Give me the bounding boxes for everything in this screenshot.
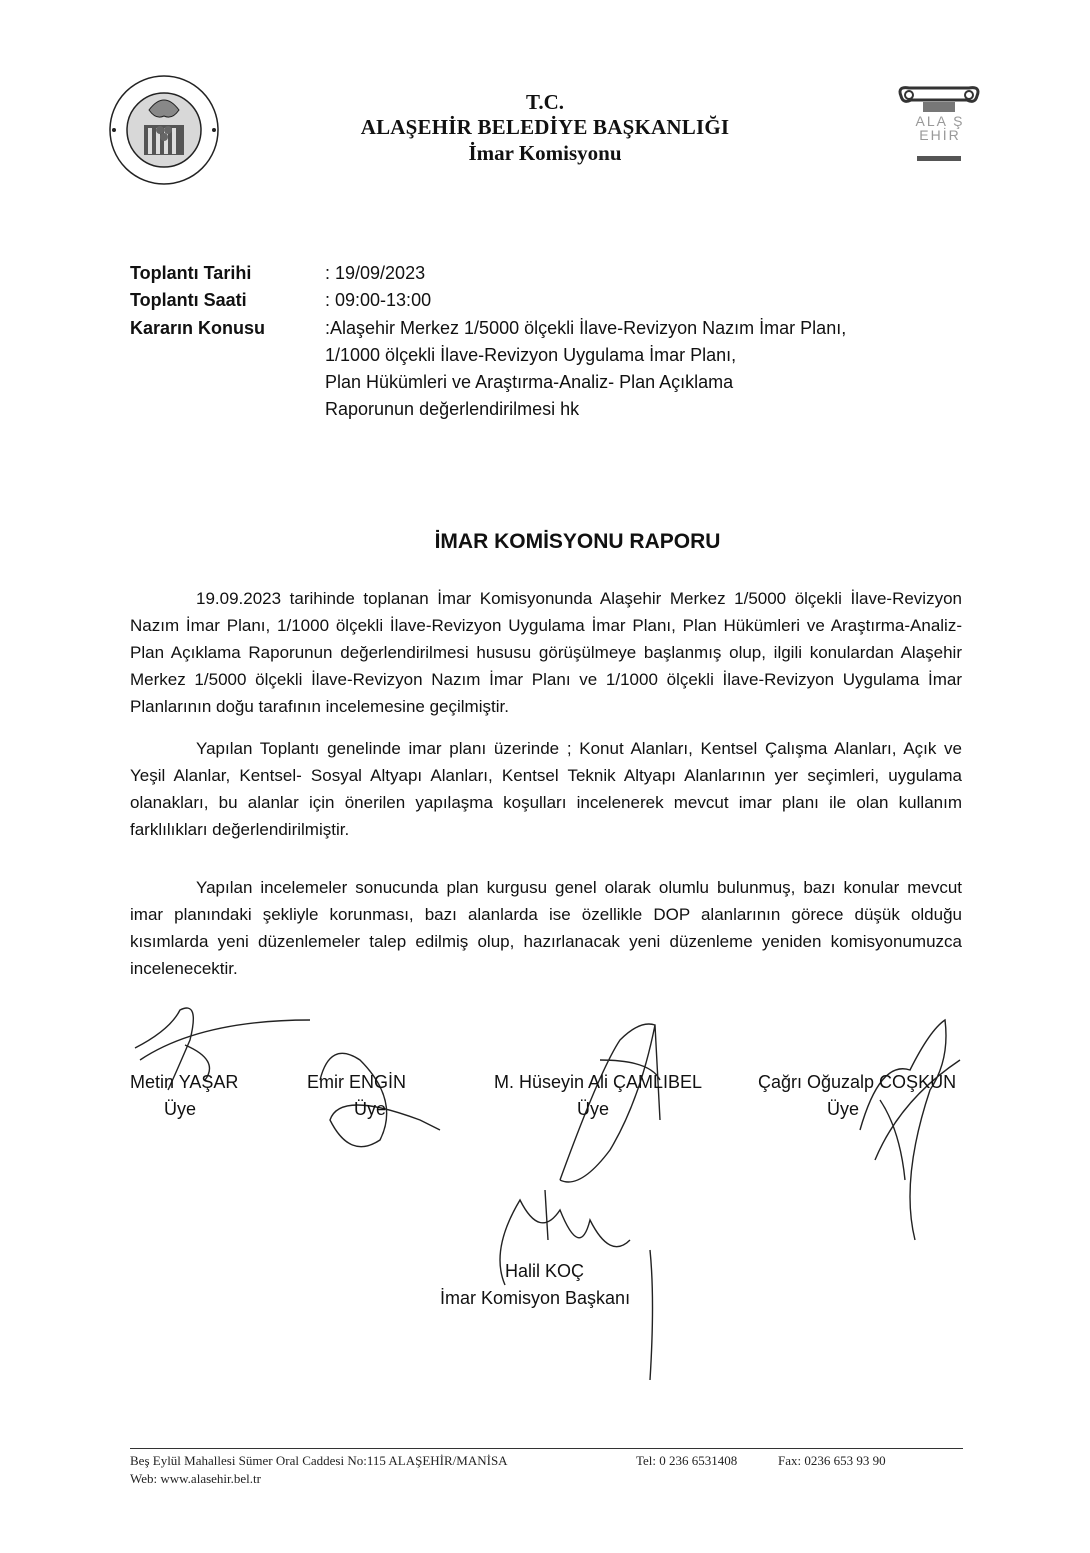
signatory-role: Üye bbox=[354, 1099, 387, 1119]
paragraph-3: Yapılan incelemeler sonucunda plan kurgusu genel olarak olumlu bulunmuş, bazı konular mevcut imar planındaki şekliyle korunması, bazı alanlarda ise özellikle DOP alanlarının görece düşük olduğu kısımlarda yeni düzenlemeler talep edilmiş olup, hazırlanacak yeni düzenleme yeniden komisyonumuzca incelenecektir. bbox=[130, 878, 962, 978]
signatory-name: M. Hüseyin Ali ÇAMLIBEL bbox=[494, 1072, 703, 1092]
chairman-role: İmar Komisyon Başkanı bbox=[440, 1288, 631, 1308]
meeting-date-label: Toplantı Tarihi bbox=[130, 263, 252, 283]
footer-web: Web: www.alasehir.bel.tr bbox=[130, 1471, 261, 1486]
chairman-name: Halil KOÇ bbox=[505, 1261, 585, 1281]
paragraph-2: Yapılan Toplantı genelinde imar planı üzerinde ; Konut Alanları, Kentsel Çalışma Alanları, Açık ve Yeşil Alanlar, Kentsel- Sosyal Altyapı Alanları, Kentsel Teknik Altyapı Alanlarının yer seçimleri, uygulama olanakları, bu alanlar için önerilen yapılaşma koşulları incelenerek mevcut imar planı ile olan kullanım farklılıkları değerlendirilmiştir. bbox=[130, 739, 962, 839]
paragraph-1: 19.09.2023 tarihinde toplanan İmar Komisyonunda Alaşehir Merkez 1/5000 ölçekli İlave-Revizyon Nazım İmar Planı, 1/1000 ölçekli İlave-Revizyon Uygulama İmar Planı, Plan Hükümleri ve Araştırma-Analiz- Plan Açıklama Raporunun değerlendirilmesi hususu görüşülmeye başlanmış olup, ilgili konulardan Alaşehir Merkez 1/5000 ölçekli İlave-Revizyon Nazım İmar Planı ve 1/1000 ölçekli İlave-Revizyon Uygulama İmar Planlarının doğu tarafının incelemesine geçilmiştir. bbox=[130, 589, 962, 716]
footer-fax: Fax: 0236 653 93 90 bbox=[778, 1453, 886, 1468]
logo-right-text: ALA ŞEHİR bbox=[915, 113, 965, 143]
signatory-role: Üye bbox=[827, 1099, 860, 1119]
signatory-role: Üye bbox=[164, 1099, 197, 1119]
subject-line: 1/1000 ölçekli İlave-Revizyon Uygulama İmar Planı, bbox=[325, 345, 737, 365]
subject-line: :Alaşehir Merkez 1/5000 ölçekli İlave-Revizyon Nazım İmar Planı, bbox=[325, 318, 847, 338]
footer-divider bbox=[130, 1448, 963, 1449]
subject-line: Raporunun değerlendirilmesi hk bbox=[325, 399, 580, 419]
signatory-role: Üye bbox=[577, 1099, 610, 1119]
report-title: İMAR KOMİSYONU RAPORU bbox=[434, 530, 721, 553]
footer-address: Beş Eylül Mahallesi Sümer Oral Caddesi No:115 ALAŞEHİR/MANİSA bbox=[130, 1453, 508, 1468]
meeting-time-value: : 09:00-13:00 bbox=[325, 290, 432, 310]
header-municipality: ALAŞEHİR BELEDİYE BAŞKANLIĞI bbox=[360, 115, 730, 139]
meeting-date-value: : 19/09/2023 bbox=[325, 263, 426, 283]
subject-label: Kararın Konusu bbox=[130, 318, 266, 338]
header-tc: T.C. bbox=[525, 90, 565, 114]
subject-line: Plan Hükümleri ve Araştırma-Analiz- Plan Açıklama bbox=[325, 372, 734, 392]
header-commission: İmar Komisyonu bbox=[468, 141, 622, 165]
footer-phone: Tel: 0 236 6531408 bbox=[636, 1453, 738, 1468]
signatory-name: Çağrı Oğuzalp COŞKUN bbox=[758, 1072, 957, 1092]
signatory-name: Emir ENGİN bbox=[307, 1072, 406, 1092]
signatory-name: Metin YAŞAR bbox=[130, 1072, 239, 1092]
meeting-time-label: Toplantı Saati bbox=[130, 290, 247, 310]
